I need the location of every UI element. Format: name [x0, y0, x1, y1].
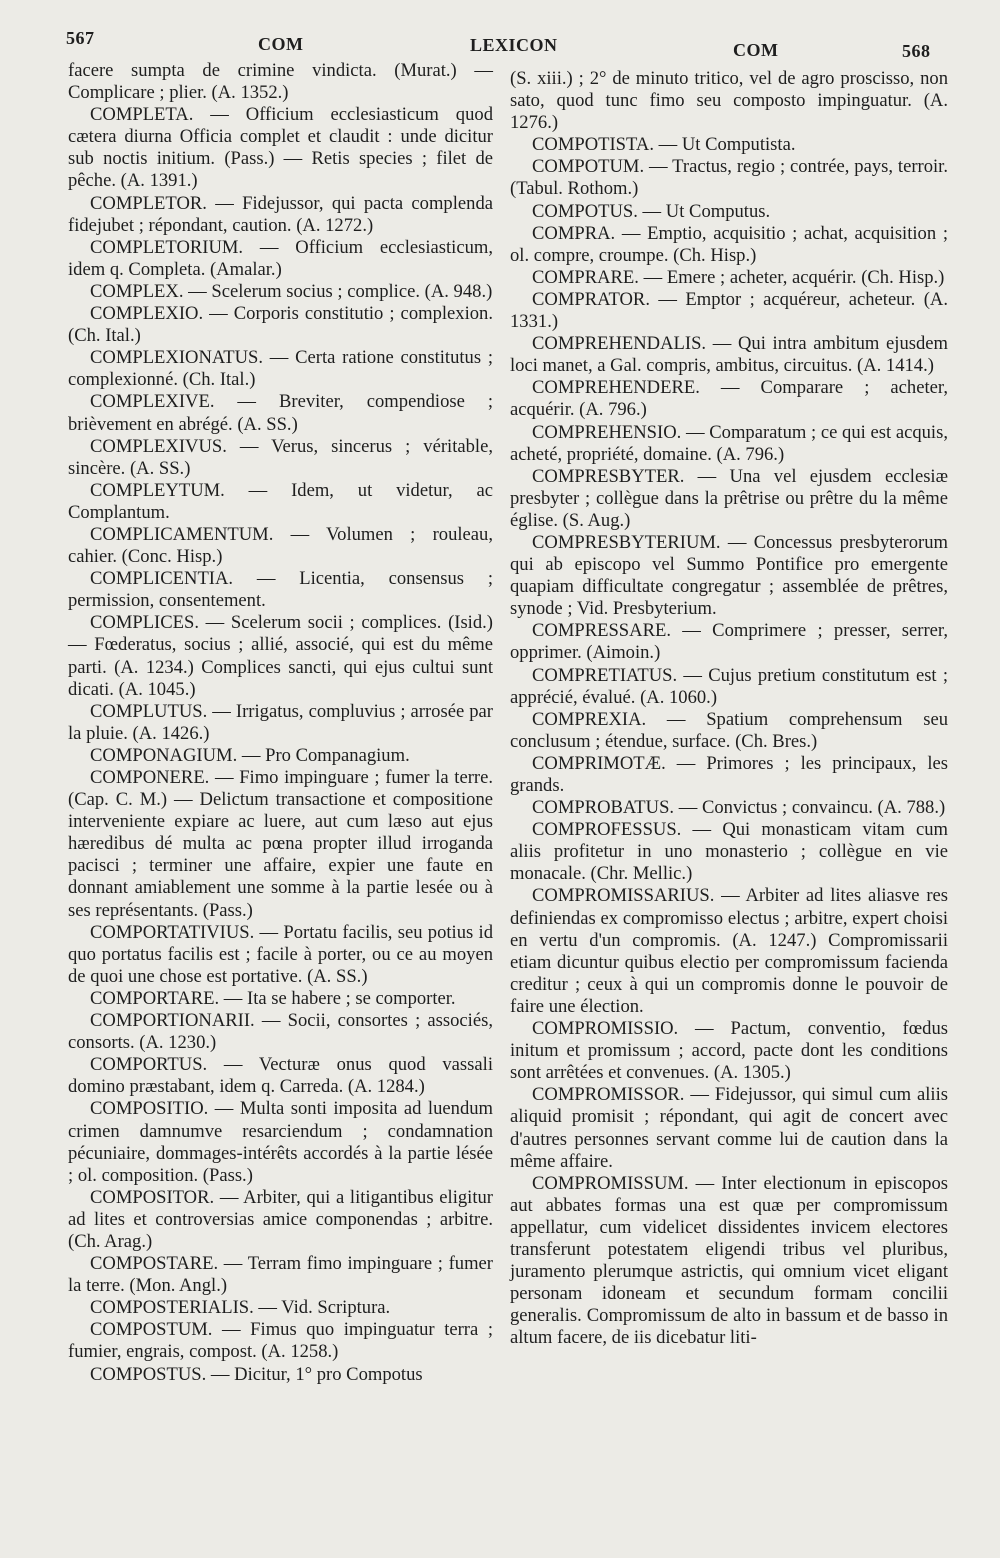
- left-running-head: COM: [258, 34, 304, 54]
- right-column: [510, 68, 948, 1349]
- right-running-head: COM: [733, 40, 779, 60]
- dictionary-entry: COMPOSITIO. — Multa sonti imposita ad luendum crimen damnumve resarciendum ; condamnation pécuniaire, dommages-intérêts accordés à la partie lésée ; ol. composition. (Pass.): [68, 1098, 493, 1186]
- dictionary-entry: COMPORTATIVIUS. — Portatu facilis, seu potius id quo portatus facilis est ; facile à porter, ou ce au moyen de quoi une chose est portative. (A. SS.): [68, 921, 493, 987]
- left-column: [68, 60, 493, 1386]
- dictionary-entry: COMPLICES. — Scelerum socii ; complices. (Isid.) — Fœderatus, socius ; allié, associé, qui est du même parti. (A. 1234.) Complices sancti, qui ejus cultui sunt dicati. (A. 1045.): [68, 612, 493, 700]
- dictionary-entry: COMPORTARE. — Ita se habere ; se comporter.: [90, 987, 456, 1009]
- dictionary-entry: COMPONERE. — Fimo impinguare ; fumer la terre. (Cap. C. M.) — Delictum transactione et compositione interveniente expiare ac luere, aut cum læso aut ejus hæredibus dé multa ac pœna propter illud irroganda pacisci ; terminer une affaire, expier une faute en donnant amiablement une somme à la partie lesée ou à ses représentants. (Pass.): [68, 767, 493, 921]
- dictionary-entry: COMPOSTUS. — Dicitur, 1° pro Compotus: [90, 1363, 423, 1385]
- dictionary-entry: COMPRIMOTÆ. — Primores ; les principaux, les grands.: [510, 752, 948, 796]
- dictionary-entry: COMPRA. — Emptio, acquisitio ; achat, acquisition ; ol. compre, croumpe. (Ch. Hisp.): [510, 222, 948, 266]
- dictionary-entry: COMPOSTARE. — Terram fimo impinguare ; fumer la terre. (Mon. Angl.): [68, 1253, 493, 1297]
- dictionary-entry: COMPRESBYTERIUM. — Concessus presbyterorum qui ab episcopo vel Summo Pontifice pro emergente quapiam difficultate congregatur ; assemblée de prêtres, synode ; Vid. Presbyterium.: [510, 531, 948, 620]
- dictionary-entry: COMPOSTERIALIS. — Vid. Scriptura.: [90, 1297, 391, 1319]
- dictionary-entry: COMPRESSARE. — Comprimere ; presser, serrer, opprimer. (Aimoin.): [510, 620, 948, 664]
- dictionary-entry: facere sumpta de crimine vindicta. (Murat.) — Complicare ; plier. (A. 1352.): [68, 60, 493, 104]
- dictionary-entry: COMPORTUS. — Vecturæ onus quod vassali domino præstabant, idem q. Carreda. (A. 1284.): [68, 1054, 493, 1098]
- dictionary-entry: COMPROBATUS. — Convictus ; convaincu. (A. 788.): [532, 797, 946, 819]
- dictionary-entry: COMPONAGIUM. — Pro Companagium.: [90, 744, 410, 766]
- dictionary-entry: COMPLUTUS. — Irrigatus, compluvius ; arrosée par la pluie. (A. 1426.): [68, 700, 493, 744]
- dictionary-entry: COMPLEXIO. — Corporis constitutio ; complexion. (Ch. Ital.): [68, 303, 493, 347]
- dictionary-entry: COMPROMISSUM. — Inter electionum in episcopos aut abbates formas una est quæ per compromissum appellatur, cum videlicet dissidentes invicem electores transferunt potestatem eligendi tribus vel pluribus, juramento plerumque astrictis, qui omnium vicet eligant personam idoneam et secundum formam concilii generalis. Compromissum de alto in bassum et de basso in altum facere, de iis dicebatur liti-: [510, 1172, 948, 1349]
- dictionary-entry: COMPOSITOR. — Arbiter, qui a litigantibus eligitur ad lites et controversias amice componendas ; arbitre. (Ch. Arag.): [68, 1186, 493, 1252]
- dictionary-entry: COMPLETOR. — Fidejussor, qui pacta complenda fidejubet ; répondant, caution. (A. 1272.): [68, 192, 493, 236]
- dictionary-entry: COMPLETA. — Officium ecclesiasticum quod cætera diurna Officia complet et claudit : unde dicitur sub noctis initium. (Pass.) — Retis species ; filet de pêche. (A. 1391.): [68, 104, 493, 192]
- dictionary-entry: COMPRARE. — Emere ; acheter, acquérir. (Ch. Hisp.): [532, 266, 945, 288]
- dictionary-entry: COMPREXIA. — Spatium comprehensum seu conclusum ; étendue, surface. (Ch. Bres.): [510, 708, 948, 752]
- dictionary-entry: COMPROMISSIO. — Pactum, conventio, fœdus initum et promissum ; accord, pacte dont les conditions sont arrêtées et convenues. (A. 1305.): [510, 1018, 948, 1084]
- dictionary-entry: COMPREHENDERE. — Comparare ; acheter, acquérir. (A. 796.): [510, 377, 948, 421]
- dictionary-entry: COMPOTUS. — Ut Computus.: [532, 200, 771, 222]
- dictionary-entry: COMPORTIONARII. — Socii, consortes ; associés, consorts. (A. 1230.): [68, 1010, 493, 1054]
- dictionary-entry: COMPLEXIVE. — Breviter, compendiose ; brièvement en abrégé. (A. SS.): [68, 391, 493, 435]
- dictionary-entry: COMPLEX. — Scelerum socius ; complice. (A. 948.): [90, 280, 493, 302]
- dictionary-entry: COMPLICENTIA. — Licentia, consensus ; permission, consentement.: [68, 568, 493, 612]
- dictionary-entry: COMPLICAMENTUM. — Volumen ; rouleau, cahier. (Conc. Hisp.): [68, 523, 493, 568]
- left-page-number: 567: [66, 28, 95, 48]
- dictionary-entry: COMPREHENSIO. — Comparatum ; ce qui est acquis, acheté, propriété, domaine. (A. 796.): [510, 421, 948, 465]
- dictionary-entry: COMPLEYTUM. — Idem, ut videtur, ac Complantum.: [68, 479, 493, 523]
- dictionary-entry: COMPLEXIONATUS. — Certa ratione constitutus ; complexionné. (Ch. Ital.): [68, 347, 493, 391]
- dictionary-entry: COMPRESBYTER. — Una vel ejusdem ecclesiæ presbyter ; collègue dans la prêtrise ou prêtre du la même église. (S. Aug.): [510, 465, 948, 531]
- center-running-head: LEXICON: [470, 35, 558, 55]
- dictionary-entry: COMPOSTUM. — Fimus quo impinguatur terra ; fumier, engrais, compost. (A. 1258.): [68, 1319, 493, 1363]
- dictionary-entry: COMPOTUM. — Tractus, regio ; contrée, pays, terroir. (Tabul. Rothom.): [510, 156, 948, 200]
- page-header: [0, 0, 1000, 60]
- dictionary-entry: COMPRATOR. — Emptor ; acquéreur, acheteur. (A. 1331.): [510, 288, 948, 333]
- right-page-number: 568: [902, 41, 931, 61]
- dictionary-entry: COMPLETORIUM. — Officium ecclesiasticum, idem q. Completa. (Amalar.): [68, 236, 493, 280]
- dictionary-entry: COMPOTISTA. — Ut Computista.: [532, 134, 796, 156]
- dictionary-entry: COMPROFESSUS. — Qui monasticam vitam cum aliis profitetur in uno monasterio ; collègue en vie monacale. (Chr. Mellic.): [510, 819, 948, 885]
- dictionary-entry: COMPREHENDALIS. — Qui intra ambitum ejusdem loci manet, a Gal. compris, ambitus, circuitus. (A. 1414.): [510, 333, 948, 377]
- dictionary-entry: (S. xiii.) ; 2° de minuto tritico, vel de agro proscisso, non sato, quod tunc fimo seu composto impinguatur. (A. 1276.): [510, 68, 948, 134]
- dictionary-entry: COMPRETIATUS. — Cujus pretium constitutum est ; apprécié, évalué. (A. 1060.): [510, 664, 948, 708]
- dictionary-entry: COMPLEXIVUS. — Verus, sincerus ; véritable, sincère. (A. SS.): [68, 435, 493, 479]
- dictionary-entry: COMPROMISSOR. — Fidejussor, qui simul cum aliis aliquid promisit ; répondant, qui agit de concert avec d'autres personnes servant comme lui de caution dans la même affaire.: [510, 1084, 948, 1172]
- dictionary-entry: COMPROMISSARIUS. — Arbiter ad lites aliasve res definiendas ex compromisso electus ; arbitre, expert choisi en vertu d'un compromis. (A. 1247.) Compromissarii etiam dicuntur quibus electio per compromissum facienda creditur ; ceux à qui un compromis donne le pouvoir de faire une élection.: [510, 885, 948, 1017]
